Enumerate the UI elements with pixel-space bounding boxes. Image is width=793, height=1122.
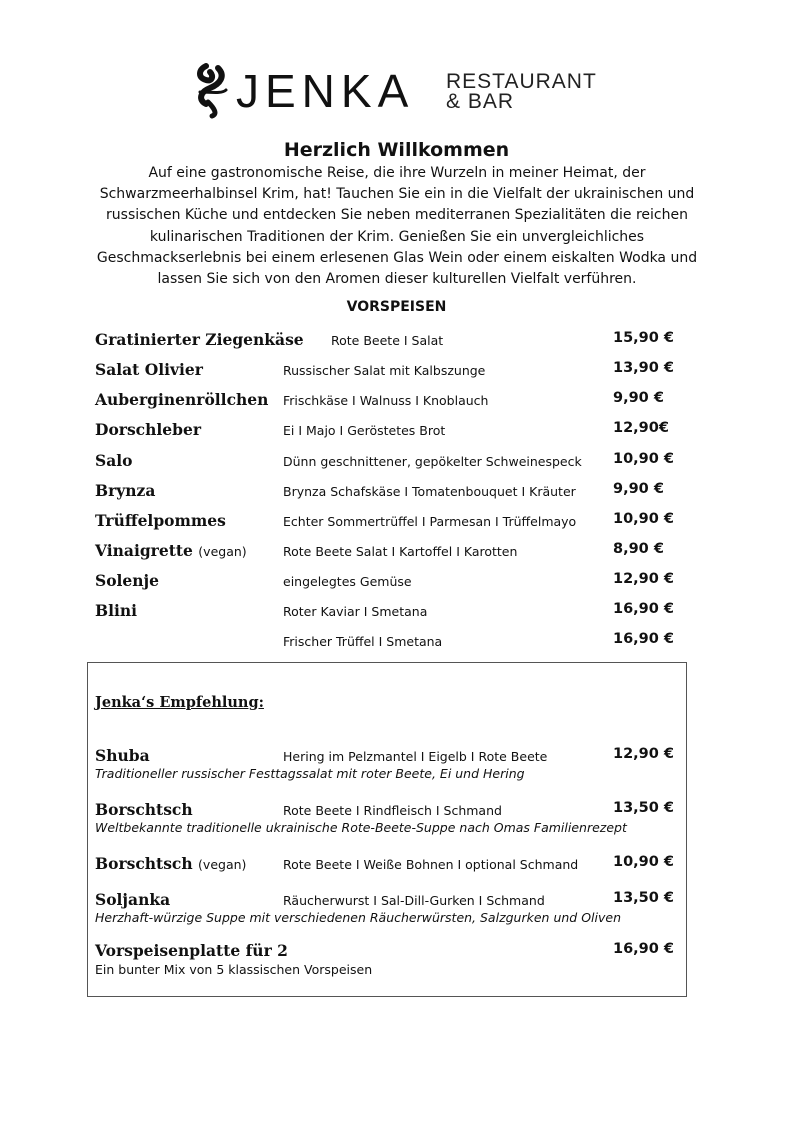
item-name: Borschtsch [95,800,193,819]
item-name: Blini [95,601,138,620]
item-description: Frischkäse I Walnuss I Knoblauch [283,393,489,408]
brand-subtitle-line2: & BAR [446,90,515,113]
item-name: Salo [95,451,133,470]
starters-heading: VORSPEISEN [346,299,447,315]
item-price: 16,90 € [613,601,675,617]
brand-subtitle-line1: RESTAURANT [446,70,597,93]
item-description: Rote Beete I Salat [331,333,444,348]
menu-item [95,541,675,565]
brand-subtitle [446,72,597,112]
item-description: Dünn geschnittener, gepökelter Schweinespeck [283,454,582,469]
item-price: 13,50 € [613,890,675,906]
item-description: Hering im Pelzmantel I Eigelb I Rote Beete [283,749,548,764]
menu-item [95,451,675,475]
menu-item [95,571,675,595]
menu-item [95,854,675,878]
item-description: Echter Sommertrüffel I Parmesan I Trüffelmayo [283,514,577,529]
item-price: 9,90 € [613,481,664,497]
item-note: Herzhaft-würzige Suppe mit verschiedenen Räucherwürsten, Salzgurken und Oliven [95,910,621,925]
item-name: Shuba [95,746,150,765]
item-price: 13,50 € [613,800,675,816]
item-description: Rote Beete Salat I Kartoffel I Karotten [283,544,518,559]
item-price: 12,90€ [613,420,669,436]
item-price: 16,90 € [613,941,675,957]
item-note: Traditioneller russischer Festtagssalat mit roter Beete, Ei und Hering [95,766,525,781]
item-name: Salat Olivier [95,360,203,379]
menu-item [95,420,675,444]
restaurant-logo [192,62,612,120]
item-price: 13,90 € [613,360,675,376]
menu-item [95,601,675,625]
item-description: Frischer Trüffel I Smetana [283,634,443,649]
item-name: Gratinierter Ziegenkäse [95,330,304,349]
item-price: 15,90 € [613,330,675,346]
item-price: 10,90 € [613,451,675,467]
item-description: Rote Beete I Rindfleisch I Schmand [283,803,502,818]
menu-item [95,631,675,655]
item-name: Dorschleber [95,420,201,439]
item-price: 12,90 € [613,746,675,762]
item-tag: (vegan) [198,544,247,559]
item-price: 8,90 € [613,541,664,557]
menu-item [95,330,675,354]
menu-item [95,360,675,384]
item-tag: (vegan) [198,857,247,872]
item-note: Ein bunter Mix von 5 klassischen Vorspeisen [95,962,373,977]
menu-item [95,390,675,414]
item-name: Vinaigrette (vegan) [95,541,247,560]
item-description: Roter Kaviar I Smetana [283,604,428,619]
item-name: Borschtsch (vegan) [95,854,247,873]
brand-wordmark: JENKA [236,65,415,117]
item-description: Brynza Schafskäse I Tomatenbouquet I Kräuter [283,484,576,499]
item-name: Solenje [95,571,160,590]
item-price: 10,90 € [613,854,675,870]
menu-item [95,481,675,505]
item-note: Weltbekannte traditionelle ukrainische Rote-Beete-Suppe nach Omas Familienrezept [95,820,627,835]
item-description: Rote Beete I Weiße Bohnen I optional Schmand [283,857,579,872]
abstract-brush-mark-icon [192,62,236,120]
welcome-title: Herzlich Willkommen [283,139,510,161]
item-name: Soljanka [95,890,171,909]
item-name: Auberginenröllchen [95,390,269,409]
item-description: Ei I Majo I Geröstetes Brot [283,423,446,438]
item-description: Russischer Salat mit Kalbszunge [283,363,486,378]
item-price: 16,90 € [613,631,675,647]
item-price: 10,90 € [613,511,675,527]
item-price: 12,90 € [613,571,675,587]
item-description: Räucherwurst I Sal-Dill-Gurken I Schmand [283,893,545,908]
menu-item [95,511,675,535]
item-name: Brynza [95,481,156,500]
item-name: Vorspeisenplatte für 2 [95,941,288,960]
item-name: Trüffelpommes [95,511,226,530]
item-description: eingelegtes Gemüse [283,574,412,589]
item-price: 9,90 € [613,390,664,406]
recommendation-heading: Jenka‘s Empfehlung: [95,694,264,711]
welcome-text: Auf eine gastronomische Reise, die ihre Wurzeln in meiner Heimat, der Schwarzmeerhalbinsel Krim, hat! Tauchen Sie ein in die Vielfalt der ukrainischen und russischen Küche und entdecken Sie neben mediterranen Spezialitäten die reichen kulinarischen Traditionen der Krim. Genießen Sie ein unvergleichliches Geschmackserlebnis bei einem erlesenen Glas Wein oder einem eiskalten Wodka und lassen Sie sich von den Aromen dieser kulturellen Vielfalt verführen. [96,165,698,288]
